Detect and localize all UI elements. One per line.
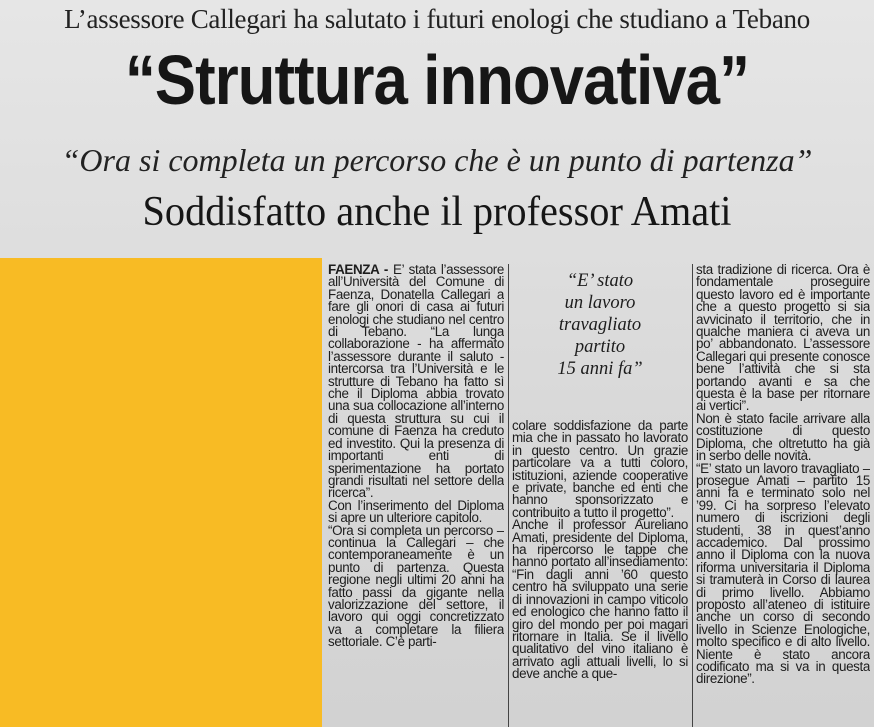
photo-placeholder: [0, 258, 322, 727]
pull-quote-line: partito: [574, 337, 626, 357]
dateline: FAENZA -: [328, 264, 389, 277]
article-kicker: L’assessore Callegari ha salutato i futuri enologi che studiano a Tebano: [64, 4, 810, 34]
paragraph: “E’ stato un lavoro travagliato – prosegue Amati – partito 15 anni fa e terminato solo nel ’99. Ci ha sorpreso l’elevato numero di iscrizioni degli studenti, 38 in quest’anno accademico. Dal prossimo anno il Diploma con la nuova riforma universitaria il Diploma si tramuterà in Corso di laurea di primo livello. Abbiamo proposto all’ateneo di istituire anche un corso di secondo livello in Scienze Enologiche, molto specifico e di alto livello. Niente è stato ancora codificato ma si va in questa direzione”.: [696, 460, 870, 687]
pull-quote-line: 15 anni fa”: [557, 359, 643, 379]
pull-quote: [512, 270, 688, 410]
article-column-2: [512, 420, 688, 727]
paragraph: Anche il professor Aureliano Amati, presidente del Diploma, ha ripercorso le tappe che hanno portato all’insediamento: “Fin dagli anni ’60 questo centro ha sviluppato una serie di innovazioni in campo viticolo ed enologico che hanno fatto il giro del mondo per poi magari ritornare in Italia. Se il livello qualitativo del vino italiano è arrivato agli attuali livelli, lo si deve anche a que-: [512, 517, 688, 682]
column-divider: [508, 264, 509, 727]
pull-quote-line: un lavoro: [564, 293, 636, 313]
article-column-3: [696, 264, 870, 727]
paragraph: “Ora si completa un percorso – continua la Callegari – che contemporaneamente è un punto di partenza. Questa regione negli ultimi 20 anni ha fatto passi da gigante nella valorizzazione del settore, il lavoro qui oggi concretizzato va a completare la filiera settoriale. C’è parti-: [328, 522, 504, 650]
article-headline: “Struttura innovativa”: [124, 41, 750, 119]
pull-quote-line: travagliato: [558, 315, 642, 335]
paragraph: colare soddisfazione da parte mia che in passato ho lavorato in questo centro. Un grazie particolare va a tutti coloro, istituzioni, aziende cooperative e private, banche ed enti che hanno sponsorizzato e contribuito a tutto il progetto”.: [512, 420, 688, 520]
article-quote-subtitle: “Ora si completa un percorso che è un punto di partenza”: [61, 142, 813, 178]
paragraph: [328, 264, 504, 500]
paragraph: Con l’inserimento del Diploma si apre un ulteriore capitolo.: [328, 497, 504, 526]
article-subhead: Soddisfatto anche il professor Amati: [142, 189, 732, 235]
column-divider: [692, 264, 693, 727]
paragraph: Non è stato facile arrivare alla costituzione di questo Diploma, che oltretutto ha già in serbo delle novità.: [696, 410, 870, 464]
paragraph: sta tradizione di ricerca. Ora è fondamentale proseguire questo lavoro ed è importante che a questo progetto si sia avvicinato il territorio, che in qualche maniera ci aveva un po’ abbandonato. L’assessore Callegari qui presente conosce bene l’attività che si sta portando avanti e sa che questa è la base per ritornare ai vertici”.: [696, 264, 870, 414]
paragraph-text: E’ stata l’assessore all’Università del Comune di Faenza, Donatella Callegari a fare gli onori di casa ai futuri enologi che studiano nel centro di Tebano. “La lunga collaborazione - ha affermato l’assessore durante il saluto - intercorsa tra l’Università e le strutture di Tebano ha fatto sì che il Diploma abbia trovato una sua collocazione all’interno di questa struttura su cui il comune di Faenza ha creduto ed investito. Qui la presenza di importanti enti di sperimentazione ha portato grandi risultati nel settore della ricerca”.: [328, 264, 504, 501]
article-column-1: [328, 264, 504, 727]
pull-quote-line: “E’ stato: [566, 271, 634, 291]
